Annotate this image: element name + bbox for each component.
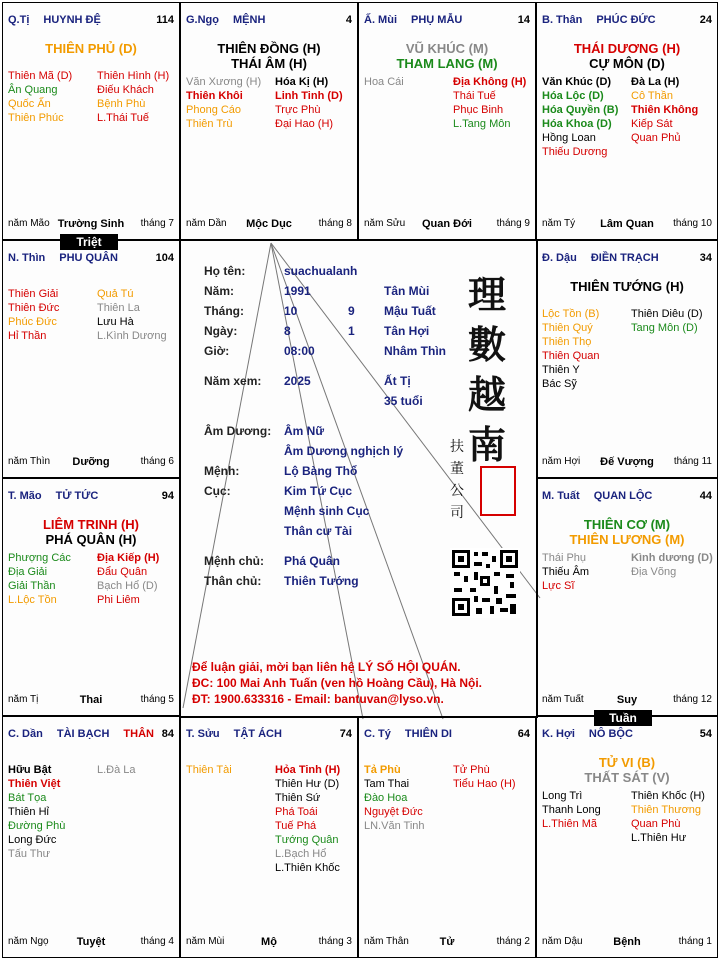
logo-small-text: 扶董公司 (450, 439, 464, 521)
gio-value: 08:00 (284, 344, 315, 358)
minor-star: LN.Văn Tinh (364, 820, 425, 832)
minor-star: Thiên Y (542, 364, 580, 376)
palace-name: PHÚC ĐỨC (596, 14, 656, 26)
left-stars (542, 75, 618, 159)
palace-year: năm Thìn (8, 456, 51, 467)
palace-footer (364, 935, 530, 947)
palace-year: năm Tuất (542, 694, 584, 705)
minor-star: Thiên Trù (186, 118, 233, 130)
palace-number: 104 (155, 252, 174, 264)
main-stars (537, 41, 717, 71)
right-stars (631, 307, 703, 335)
minor-star: Văn Xương (H) (186, 76, 262, 88)
minor-star: Kiếp Sát (631, 118, 673, 130)
minor-star: Thiên La (97, 302, 140, 314)
minor-star: Tướng Quân (275, 834, 339, 846)
left-stars (8, 763, 65, 861)
minor-star: Kình dương (D) (631, 552, 713, 564)
palace-life-stage: Đế Vượng (600, 456, 654, 468)
minor-star: L.Thiên Hư (631, 832, 687, 844)
gio-can-chi: Nhâm Thìn (384, 344, 446, 358)
palace-header (186, 727, 352, 741)
minor-star: Thiên Diêu (D) (631, 308, 703, 320)
minor-star: Bác Sỹ (542, 378, 577, 390)
palace-life-stage: Thai (79, 694, 103, 706)
minor-star: Địa Võng (631, 566, 677, 578)
thang-can-chi: Mậu Tuất (384, 304, 436, 318)
palace-name: PHỤ MẪU (411, 14, 463, 26)
palace-branch: Ấ. Mùi (364, 14, 397, 26)
palace-ti (2, 2, 180, 240)
palace-dau (536, 240, 718, 478)
minor-star: Thiên Việt (8, 778, 61, 790)
minor-star: Bệnh Phù (97, 98, 146, 110)
contact-line-2: ĐC: 100 Mai Anh Tuấn (ven hồ Hoàng Cầu), Hà Nội. (192, 676, 483, 690)
palace-number: 64 (517, 728, 530, 740)
palace-header (8, 13, 174, 27)
triet-badge: Triệt (60, 234, 118, 250)
palace-month: tháng 11 (673, 456, 712, 467)
palace-life-stage: Dưỡng (72, 456, 110, 468)
left-stars (364, 75, 404, 89)
minor-star: Thiên Khốc (H) (631, 790, 705, 802)
minor-star: Quả Tú (97, 288, 134, 300)
minor-star: Tuế Phá (275, 820, 317, 832)
minor-star: Nguyệt Đức (364, 806, 423, 818)
minor-star: L.Bạch Hổ (275, 848, 327, 860)
main-star: THIÊN ĐỒNG (H) (217, 41, 321, 56)
minor-star: Hóa Khoa (D) (542, 118, 612, 130)
palace-number: 14 (517, 14, 530, 26)
minor-star: Thiên Hình (H) (97, 70, 170, 82)
contact-line-1: Để luận giải, mời bạn liên hệ LÝ SỐ HỘI QUÁN. (192, 660, 461, 674)
cuc-note-1: Mệnh sinh Cục (284, 504, 370, 518)
minor-star: Địa Giải (8, 566, 48, 578)
ho-ten-value: suachualanh (284, 264, 358, 278)
minor-star: Bát Tọa (8, 792, 47, 804)
main-stars (537, 755, 717, 785)
nam-xem-can-chi: Ất Tị (384, 374, 411, 388)
palace-life-stage: Tuyệt (76, 936, 106, 948)
minor-star: Phục Binh (453, 104, 504, 116)
minor-star: L.Thiên Mã (542, 818, 598, 830)
right-stars (275, 763, 340, 875)
menh-label: Mệnh: (204, 464, 240, 478)
palace-header (8, 251, 174, 265)
left-stars (186, 75, 261, 131)
nam-xem-value: 2025 (284, 374, 311, 388)
palace-thin (2, 240, 180, 478)
palace-header (8, 489, 174, 503)
palace-footer (542, 693, 712, 705)
palace-year: năm Tý (542, 218, 576, 229)
main-star: VŨ KHÚC (M) (405, 41, 489, 56)
menh-chu-label: Mệnh chủ: (204, 554, 264, 568)
minor-star: L.Tang Môn (453, 118, 511, 130)
minor-star: Quan Phù (631, 818, 681, 830)
palace-month: tháng 2 (496, 936, 530, 947)
minor-star: Thanh Long (542, 804, 601, 816)
main-star: THẤT SÁT (V) (584, 770, 670, 785)
minor-star: Quan Phủ (631, 132, 681, 144)
nam-xem-label: Năm xem: (204, 374, 262, 388)
minor-star: Thiên Giải (8, 288, 59, 300)
minor-star: Thái Tuế (453, 90, 496, 102)
minor-star: Thiếu Dương (542, 146, 608, 158)
minor-star: Đà La (H) (631, 76, 680, 88)
minor-star: Phượng Các (8, 552, 71, 564)
minor-star: Văn Khúc (D) (542, 76, 612, 88)
nam-can-chi: Tân Mùi (384, 284, 430, 298)
minor-star: Thiên Thọ (542, 336, 592, 348)
palace-life-stage: Bệnh (613, 936, 641, 948)
main-star: THIÊN TƯỚNG (H) (570, 279, 684, 294)
left-stars (8, 69, 72, 125)
minor-star: Tả Phù (364, 764, 401, 776)
main-star: THÁI ÂM (H) (231, 56, 307, 71)
thang-label: Tháng: (204, 304, 244, 318)
minor-star: Thiên Phúc (8, 112, 64, 124)
palace-branch: M. Tuất (542, 490, 580, 502)
palace-header (186, 13, 352, 27)
palace-month: tháng 6 (140, 456, 174, 467)
minor-star: Long Trì (542, 790, 583, 802)
main-stars (537, 279, 717, 294)
minor-star: Phong Cáo (186, 104, 242, 116)
palace-name: MỆNH (233, 14, 266, 26)
qr-code[interactable] (450, 548, 520, 618)
minor-star: Địa Không (H) (453, 76, 527, 88)
minor-star: Thiên Đức (8, 302, 60, 314)
palace-life-stage: Mộ (261, 936, 277, 948)
minor-star: Hóa Lộc (D) (542, 90, 604, 102)
palace-month: tháng 5 (140, 694, 174, 705)
palace-name: NÔ BỘC (588, 728, 633, 740)
right-stars (453, 75, 526, 131)
palace-header (364, 13, 530, 27)
palace-branch: Đ. Dậu (542, 252, 577, 264)
palace-dan (2, 716, 180, 958)
left-stars (8, 287, 59, 343)
palace-month: tháng 3 (318, 936, 352, 947)
main-star: THIÊN CƠ (M) (583, 517, 671, 532)
palace-number: 24 (699, 14, 712, 26)
minor-star: Thiên Quan (542, 350, 600, 362)
minor-star: Lưu Hà (97, 316, 134, 328)
palace-month: tháng 7 (140, 218, 174, 229)
palace-header (542, 13, 712, 27)
main-star: THAM LANG (M) (396, 56, 498, 71)
palace-number: 4 (345, 14, 352, 26)
palace-name: TẬT ÁCH (233, 728, 282, 740)
am-duong-value: Âm Nữ (284, 424, 325, 438)
palace-month: tháng 4 (140, 936, 174, 947)
right-stars (97, 763, 136, 777)
minor-star: Thiên Tài (186, 764, 232, 776)
minor-star: Tiểu Hao (H) (453, 778, 516, 790)
palace-header (364, 727, 530, 741)
minor-star: Trực Phù (275, 104, 321, 116)
main-star: TỬ VI (B) (598, 755, 656, 770)
minor-star: Đẩu Quân (97, 566, 148, 578)
minor-star: Thiên Quý (542, 322, 593, 334)
palace-mao (2, 478, 180, 716)
main-star: THIÊN LƯƠNG (M) (569, 532, 685, 547)
cuc-note-2: Thân cư Tài (284, 524, 353, 538)
main-stars (181, 41, 357, 71)
minor-star: L.Đà La (97, 764, 136, 776)
palace-ngo (180, 2, 358, 240)
logo-calligraphy: 理數越南 (467, 272, 506, 467)
palace-footer (542, 217, 712, 229)
left-stars (542, 307, 599, 391)
minor-star: Thiên Không (631, 104, 699, 116)
minor-star: Thiên Thương (631, 804, 702, 816)
minor-star: Long Đức (8, 834, 57, 846)
palace-number: 114 (156, 14, 174, 26)
palace-life-stage: Suy (616, 694, 638, 706)
palace-mui (358, 2, 536, 240)
minor-star: Lộc Tồn (B) (542, 308, 600, 320)
cuc-value: Kim Tứ Cục (284, 484, 353, 498)
palace-branch: K. Hợi (542, 728, 575, 740)
thang-am-lich: 9 (348, 304, 355, 318)
palace-ty (358, 716, 536, 958)
palace-footer (542, 455, 712, 467)
minor-star: Tang Môn (D) (631, 322, 698, 334)
minor-star: Ân Quang (8, 84, 58, 96)
ngay-duong-lich: 8 (284, 324, 291, 338)
minor-star: Hỉ Thần (8, 330, 47, 342)
palace-month: tháng 10 (673, 218, 712, 229)
nam-value: 1991 (284, 284, 311, 298)
palace-name: THIÊN DI (404, 728, 452, 740)
main-stars (537, 517, 717, 547)
minor-star: Hóa Kị (H) (275, 76, 329, 88)
minor-star: Đường Phù (8, 820, 66, 832)
ngay-label: Ngày: (204, 324, 238, 338)
minor-star: Phúc Đức (8, 316, 57, 328)
palace-footer (542, 935, 712, 947)
palace-month: tháng 8 (318, 218, 352, 229)
minor-star: Đào Hoa (364, 792, 408, 804)
palace-month: tháng 12 (673, 694, 712, 705)
palace-month: tháng 1 (678, 936, 712, 947)
palace-name: PHU QUÂN (59, 252, 118, 264)
palace-name: ĐIỀN TRẠCH (590, 252, 659, 264)
minor-star: Phi Liêm (97, 594, 140, 606)
right-stars (631, 789, 705, 845)
than-chu-value: Thiên Tướng (284, 574, 359, 588)
palace-number: 84 (161, 728, 174, 740)
minor-star: L.Lộc Tồn (8, 594, 57, 606)
minor-star: Bạch Hổ (D) (97, 580, 158, 592)
am-duong-label: Âm Dương: (204, 424, 272, 438)
minor-star: Thiên Sứ (275, 792, 321, 804)
minor-star: Địa Kiếp (H) (97, 552, 160, 564)
palace-branch: T. Mão (8, 490, 42, 502)
minor-star: Thiên Khôi (186, 90, 243, 102)
tuoi-value: 35 tuổi (384, 394, 423, 408)
minor-star: Thiên Mã (D) (8, 70, 73, 82)
main-star: CỰ MÔN (D) (589, 56, 665, 71)
minor-star: Thiên Hỉ (8, 806, 49, 818)
palace-year: năm Dậu (542, 936, 583, 947)
ngay-can-chi: Tân Hợi (384, 324, 430, 338)
palace-footer (8, 693, 174, 705)
right-stars (453, 763, 516, 791)
palace-life-stage: Lâm Quan (600, 218, 654, 230)
than-chu-label: Thân chủ: (204, 574, 262, 588)
right-stars (631, 551, 713, 579)
palace-life-stage: Trường Sinh (57, 218, 125, 230)
palace-year: năm Ngọ (8, 936, 49, 947)
cuc-label: Cục: (204, 484, 231, 498)
left-stars (542, 789, 601, 831)
palace-header (542, 727, 712, 741)
left-stars (186, 763, 232, 777)
than-marker: THÂN (123, 728, 154, 740)
palace-year: năm Mão (8, 218, 50, 229)
palace-branch: C. Tý (364, 728, 391, 740)
minor-star: Hoa Cái (364, 76, 404, 88)
right-stars (97, 551, 159, 607)
palace-suu (180, 716, 358, 958)
palace-number: 34 (699, 252, 712, 264)
palace-footer (186, 217, 352, 229)
left-stars (8, 551, 71, 607)
left-stars (542, 551, 589, 593)
minor-star: Cô Thần (631, 90, 673, 102)
center-info-panel (180, 240, 536, 716)
palace-header (8, 727, 174, 741)
contact-line-3: ĐT: 1900.633316 - Email: bantuvan@lyso.vn. (192, 692, 444, 706)
palace-year: năm Mùi (186, 936, 225, 947)
main-star: PHÁ QUÂN (H) (45, 532, 137, 547)
palace-than (536, 2, 718, 240)
right-stars (631, 75, 698, 145)
palace-branch: N. Thìn (8, 252, 46, 264)
minor-star: Hồng Loan (542, 132, 596, 144)
minor-star: Phá Toái (275, 806, 318, 818)
palace-year: năm Sửu (364, 218, 406, 229)
palace-header (542, 489, 712, 503)
palace-name: QUAN LỘC (593, 490, 653, 502)
palace-tuat (536, 478, 718, 716)
seal-stamp (480, 466, 516, 516)
palace-name: TÀI BẠCH (56, 728, 110, 740)
right-stars (97, 287, 167, 343)
main-stars (3, 517, 179, 547)
minor-star: Tử Phù (453, 764, 490, 776)
palace-year: năm Dần (186, 218, 227, 229)
minor-star: L.Thái Tuế (97, 112, 149, 124)
palace-number: 44 (699, 490, 712, 502)
minor-star: Thái Phụ (542, 552, 587, 564)
palace-branch: G.Ngọ (186, 14, 219, 26)
minor-star: Linh Tinh (D) (275, 90, 343, 102)
palace-life-stage: Tử (439, 936, 455, 948)
minor-star: Hỏa Tinh (H) (275, 764, 341, 776)
tuan-badge: Tuần (594, 710, 652, 726)
minor-star: Quốc Ấn (8, 98, 51, 110)
main-star: LIÊM TRINH (H) (42, 517, 140, 532)
palace-number: 94 (161, 490, 174, 502)
palace-name: TỬ TỨC (55, 490, 99, 502)
palace-branch: C. Dần (8, 728, 43, 740)
minor-star: Tam Thai (364, 778, 410, 790)
thang-duong-lich: 10 (284, 304, 298, 318)
main-stars (3, 41, 179, 56)
minor-star: Lực Sĩ (542, 580, 575, 592)
am-duong-note: Âm Dương nghịch lý (284, 444, 404, 458)
main-stars (359, 41, 535, 71)
minor-star: Tấu Thư (8, 848, 51, 860)
ngay-am-lich: 1 (348, 324, 355, 338)
palace-footer (186, 935, 352, 947)
palace-month: tháng 9 (496, 218, 530, 229)
palace-footer (8, 455, 174, 467)
minor-star: Hóa Quyền (B) (542, 104, 619, 116)
menh-chu-value: Phá Quân (284, 554, 341, 568)
palace-hoi (536, 716, 718, 958)
left-stars (364, 763, 425, 833)
minor-star: Điếu Khách (97, 84, 154, 96)
nam-label: Năm: (204, 284, 235, 298)
palace-footer (364, 217, 530, 229)
palace-number: 54 (699, 728, 712, 740)
palace-footer (8, 217, 174, 229)
minor-star: Thiếu Âm (542, 566, 590, 578)
palace-year: năm Hợi (542, 456, 581, 467)
palace-year: năm Thân (364, 936, 409, 947)
minor-star: L.Thiên Khốc (275, 862, 340, 874)
menh-value: Lộ Bàng Thổ (284, 464, 358, 478)
palace-number: 74 (339, 728, 352, 740)
gio-label: Giờ: (204, 344, 230, 358)
palace-branch: B. Thân (542, 14, 583, 26)
minor-star: Thiên Hư (D) (275, 778, 340, 790)
minor-star: L.Kình Dương (97, 330, 167, 342)
minor-star: Giải Thần (8, 580, 56, 592)
main-star: THIÊN PHỦ (D) (45, 41, 137, 56)
palace-name: HUYNH ĐỆ (43, 14, 101, 26)
palace-branch: T. Sửu (186, 728, 220, 740)
minor-star: Đại Hao (H) (275, 118, 334, 130)
palace-header (542, 251, 712, 265)
palace-life-stage: Mộc Dục (246, 218, 292, 230)
right-stars (275, 75, 343, 131)
palace-branch: Q.Tị (8, 14, 30, 26)
palace-footer (8, 935, 174, 947)
right-stars (97, 69, 169, 125)
main-star: THÁI DƯƠNG (H) (573, 41, 681, 56)
palace-year: năm Tị (8, 694, 39, 705)
palace-life-stage: Quan Đới (422, 218, 472, 230)
ho-ten-label: Họ tên: (204, 264, 246, 278)
minor-star: Hữu Bật (8, 764, 52, 776)
